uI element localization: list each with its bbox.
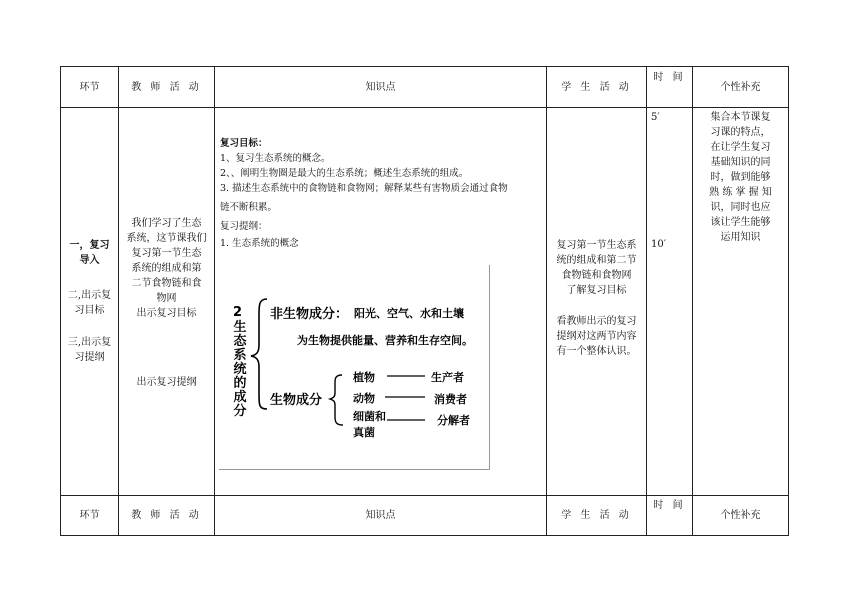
supplement-line: 集合本节课复 xyxy=(710,112,771,123)
consumer-label: 消费者 xyxy=(434,393,467,406)
vertical-char: 分 xyxy=(233,404,247,419)
vertical-char: 系 xyxy=(233,348,247,363)
table-col-divider xyxy=(646,66,647,536)
footer-header-time: 时 间 xyxy=(653,500,686,511)
stage-title xyxy=(61,238,118,268)
supplement-line: 在让学生复习 xyxy=(710,142,771,153)
teacher-line: 复习第一节生态 xyxy=(131,248,202,259)
diagram-number: 2 xyxy=(233,305,243,320)
table-border-bottom xyxy=(60,535,788,536)
knowledge-text xyxy=(220,136,544,251)
teacher-line: 系统，这节课我们 xyxy=(126,233,207,244)
student-line: 看教师出示的复习 xyxy=(556,316,637,327)
table-border-right xyxy=(788,66,789,536)
biotic-label: 生物成分 xyxy=(270,393,323,408)
header-time: 时 间 xyxy=(653,72,686,83)
ecosystem-components-diagram xyxy=(219,265,491,471)
teacher-show-goals: 出示复习目标 xyxy=(136,308,197,319)
stage-item-goals-line1: 二,出示复 xyxy=(67,290,112,301)
header-teacher-activity: 教 师 活 动 xyxy=(131,81,202,93)
stage-title-line2: 导入 xyxy=(79,255,100,266)
fungi-line: 真菌 xyxy=(353,426,375,439)
producer-label: 生产者 xyxy=(431,371,464,384)
goal-item: 链不断积累。 xyxy=(220,202,278,213)
table-col-divider xyxy=(692,66,693,536)
supplement-line: 熟 练 掌 握 知 xyxy=(709,187,772,198)
stage-item-outline-line1: 三,出示复 xyxy=(67,337,112,348)
teacher-show-outline: 出示复习提纲 xyxy=(136,377,197,388)
supplement-line: 识，同时也应 xyxy=(710,202,771,213)
supplement-text xyxy=(694,110,787,245)
stage-item-goals-line2: 习目标 xyxy=(74,305,105,316)
teacher-activity-text xyxy=(119,216,214,321)
table-col-divider xyxy=(214,66,215,536)
student-line: 了解复习目标 xyxy=(566,285,627,296)
abiotic-label: 非生物成分： xyxy=(270,307,349,322)
goal-item: 2、、阐明生物圈是最大的生态系统；概述生态系统的组成。 xyxy=(220,168,469,179)
stage-item-outline xyxy=(61,335,118,365)
supplement-line: 运用知识 xyxy=(720,232,761,243)
footer-header-supplement: 个性补充 xyxy=(720,510,761,521)
stage-item-outline-line2: 习提纲 xyxy=(74,352,105,363)
header-stage: 环节 xyxy=(79,81,100,93)
fungi-label xyxy=(353,409,386,441)
header-student-activity: 学 生 活 动 xyxy=(561,81,632,93)
teacher-line: 我们学习了生态 xyxy=(131,218,202,229)
stage-item-goals xyxy=(61,288,118,318)
vertical-char: 统 xyxy=(233,362,247,377)
header-knowledge: 知识点 xyxy=(365,81,396,93)
student-line: 统的组成和第二节 xyxy=(556,255,637,266)
vertical-char: 生 xyxy=(233,320,247,335)
supplement-line: 时，做到能够 xyxy=(710,172,771,183)
diagram-vertical-title xyxy=(232,321,248,419)
outline-title: 复习提纲： xyxy=(220,221,268,232)
decomposer-label: 分解者 xyxy=(437,414,470,427)
student-line: 复习第一节生态系 xyxy=(556,240,637,251)
abiotic-role: 为生物提供能量、营养和生存空间。 xyxy=(297,334,473,347)
time-value: 5′ xyxy=(651,112,660,123)
student-line: 食物链和食物网 xyxy=(561,270,632,281)
header-supplement: 个性补充 xyxy=(720,81,761,93)
footer-header-knowledge: 知识点 xyxy=(365,510,396,521)
goal-title: 复习目标： xyxy=(220,138,268,149)
student-spacer xyxy=(547,298,646,314)
outline-item: 1. 生态系统的概念 xyxy=(220,238,299,249)
table-row-divider xyxy=(60,107,788,108)
supplement-line: 该让学生能够 xyxy=(710,217,771,228)
footer-header-stage: 环节 xyxy=(79,510,100,521)
stage-title-line1: 一，复习 xyxy=(69,240,110,251)
student-line: 有一个整体认识。 xyxy=(556,346,637,357)
teacher-line: 物网 xyxy=(156,293,177,304)
teacher-line: 二节食物链和食 xyxy=(131,278,202,289)
student-line: 提纲对这两节内容 xyxy=(556,331,637,342)
time-value: 10′ xyxy=(651,239,666,250)
abiotic-items: 阳光、空气、水和土壤 xyxy=(354,307,464,320)
teacher-line: 系统的组成和第 xyxy=(131,263,202,274)
supplement-line: 习课的特点， xyxy=(710,127,771,138)
footer-header-student-activity: 学 生 活 动 xyxy=(561,510,632,521)
student-activity-text xyxy=(547,238,646,359)
vertical-char: 态 xyxy=(233,334,247,349)
vertical-char: 的 xyxy=(233,376,247,391)
goal-item: 3. 描述生态系统中的食物链和食物网；解释某些有害物质会通过食物 xyxy=(220,183,508,194)
supplement-line: 基础知识的同 xyxy=(710,157,771,168)
goal-item: 1、复习生态系统的概念。 xyxy=(220,153,331,164)
animals-label: 动物 xyxy=(353,392,375,405)
footer-header-teacher-activity: 教 师 活 动 xyxy=(131,510,202,521)
plants-label: 植物 xyxy=(353,371,375,384)
vertical-char: 成 xyxy=(233,390,247,405)
fungi-line: 细菌和 xyxy=(353,410,386,423)
